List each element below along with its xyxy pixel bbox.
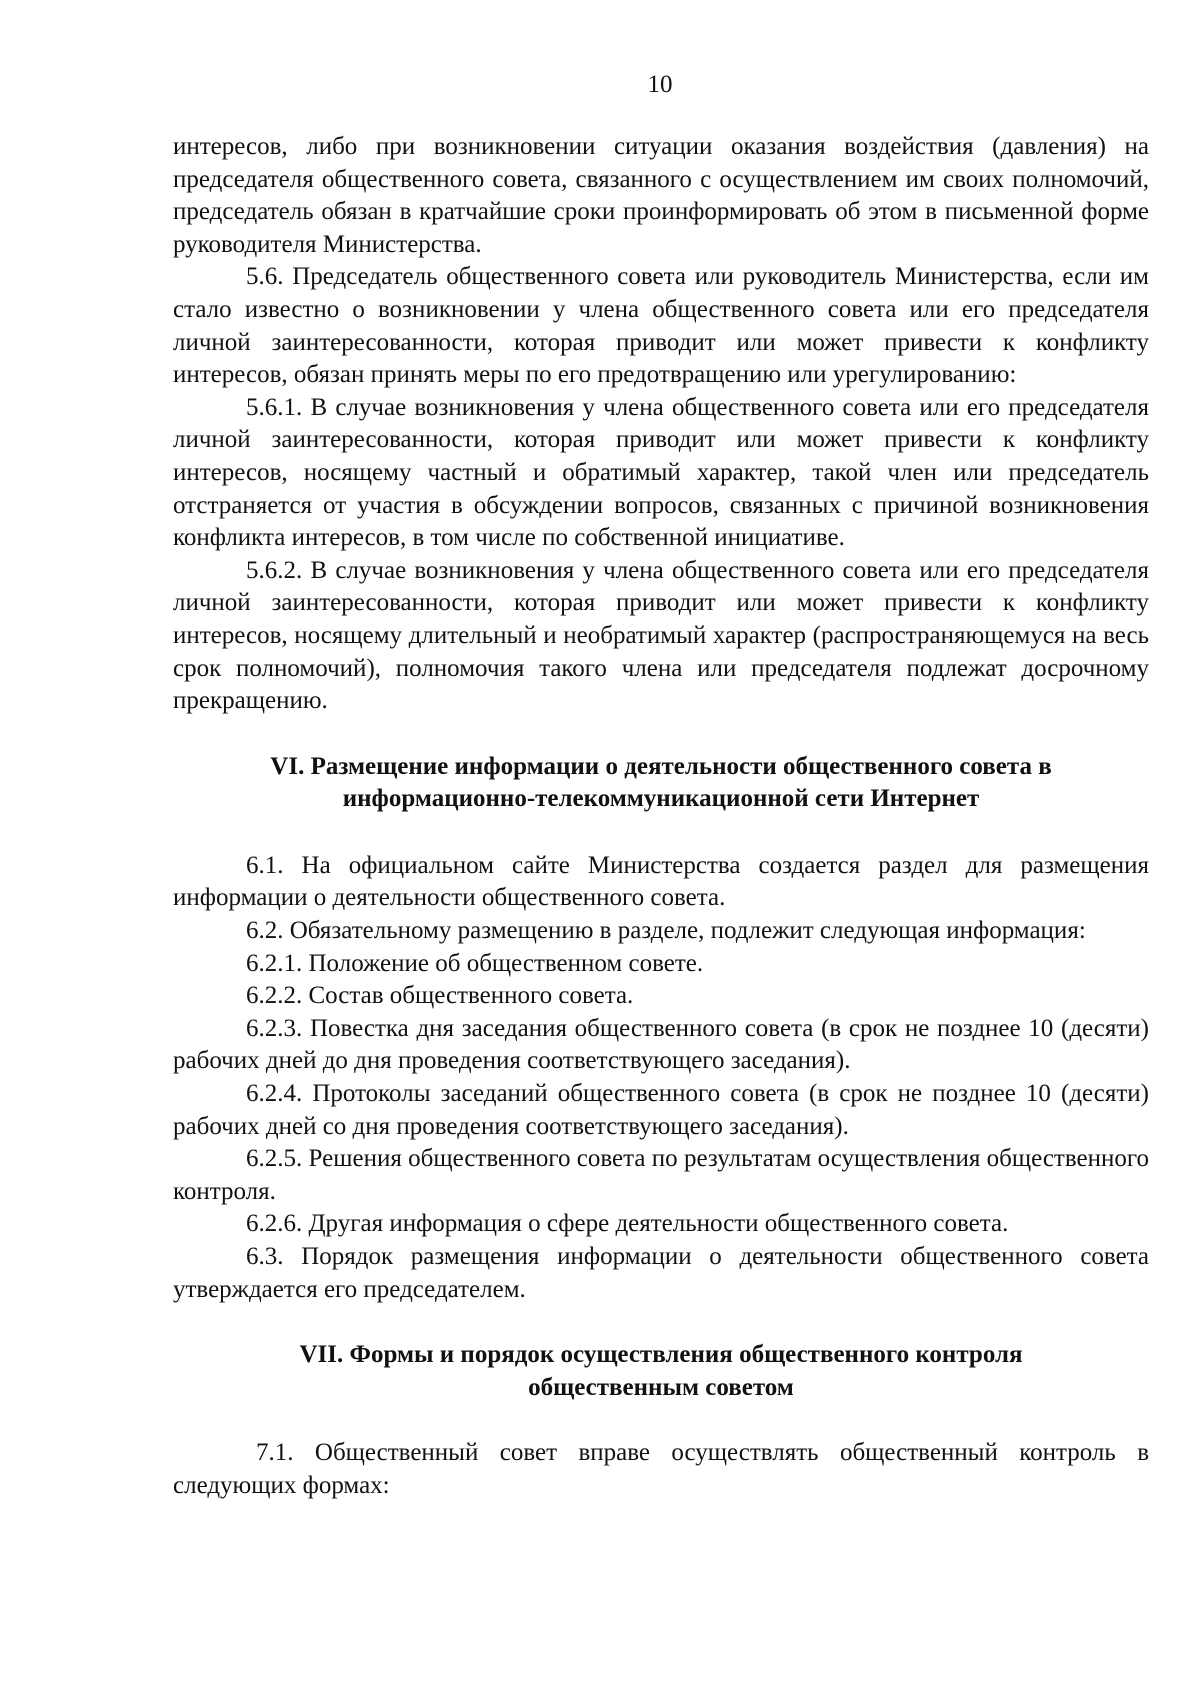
paragraph-6-2-2: 6.2.2. Состав общественного совета. [246, 982, 634, 1010]
section-7-heading-line-2: общественным советом [528, 1373, 794, 1401]
page-number: 10 [647, 71, 673, 98]
section-6-heading-line-1: VI. Размещение информации о деятельности общественного совета в [270, 752, 1052, 780]
paragraph-6-2-3: 6.2.3. Повестка дня заседания общественного совета (в срок не позднее 10 (десяти) рабочих дней до дня проведения соответствующего заседания). [173, 1014, 1149, 1075]
paragraph-6-2-5: 6.2.5. Решения общественного совета по результатам осуществления общественного контроля. [173, 1145, 1149, 1205]
section-6-heading [173, 751, 1149, 816]
section-7-heading-line-1: VII. Формы и порядок осуществления общественного контроля [299, 1341, 1023, 1369]
paragraph-6-2-6: 6.2.6. Другая информация о сфере деятельности общественного совета. [246, 1210, 1009, 1238]
paragraph-5-6: 5.6. Председатель общественного совета или руководитель Министерства, если им стало известно о возникновении у члена общественного совета или его председателя личной заинтересованности, которая приводит или может привести к конфликту интересов, обязан принять меры по его предотвращению или урегулированию: [173, 263, 1149, 389]
spacer [173, 718, 1149, 751]
spacer [173, 1404, 1149, 1437]
spacer [173, 1306, 1149, 1339]
paragraph-6-2-4: 6.2.4. Протоколы заседаний общественного совета (в срок не позднее 10 (десяти) рабочих дней со дня проведения соответствующего заседания). [173, 1080, 1149, 1140]
document-body [173, 131, 1149, 1503]
section-7-heading [173, 1339, 1149, 1404]
paragraph-6-2: 6.2. Обязательному размещению в разделе, подлежит следующая информация: [246, 917, 1086, 945]
paragraph-5-6-1: 5.6.1. В случае возникновения у члена общественного совета или его председателя личной заинтересованности, которая приводит или может привести к конфликту интересов, носящему частный и обратимый характер, такой член или председатель отстраняется от участия в обсуждении вопросов, связанных с причиной возникновения конфликта интересов, в том числе по собственной инициативе. [173, 393, 1149, 552]
paragraph-6-1: 6.1. На официальном сайте Министерства создается раздел для размещения информации о деятельности общественного совета. [173, 851, 1149, 912]
paragraph-continuation: интересов, либо при возникновении ситуации оказания воздействия (давления) на председателя общественного совета, связанного с осуществлением им своих полномочий, председатель обязан в кратчайшие сроки проинформировать об этом в письменной форме руководителя Министерства. [173, 133, 1149, 258]
section-6-heading-line-2: информационно-телекоммуникационной сети Интернет [342, 785, 980, 813]
spacer [173, 816, 1149, 850]
paragraph-6-2-1: 6.2.1. Положение об общественном совете. [246, 949, 704, 977]
paragraph-6-3: 6.3. Порядок размещения информации о деятельности общественного совета утверждается его председателем. [173, 1243, 1149, 1303]
paragraph-5-6-2: 5.6.2. В случае возникновения у члена общественного совета или его председателя личной заинтересованности, которая приводит или может привести к конфликту интересов, носящему длительный и необратимый характер (распространяющемуся на весь срок полномочий), полномочия такого члена или председателя подлежат досрочному прекращению. [173, 556, 1149, 715]
paragraph-7-1: 7.1. Общественный совет вправе осуществлять общественный контроль в следующих формах: [173, 1439, 1149, 1499]
